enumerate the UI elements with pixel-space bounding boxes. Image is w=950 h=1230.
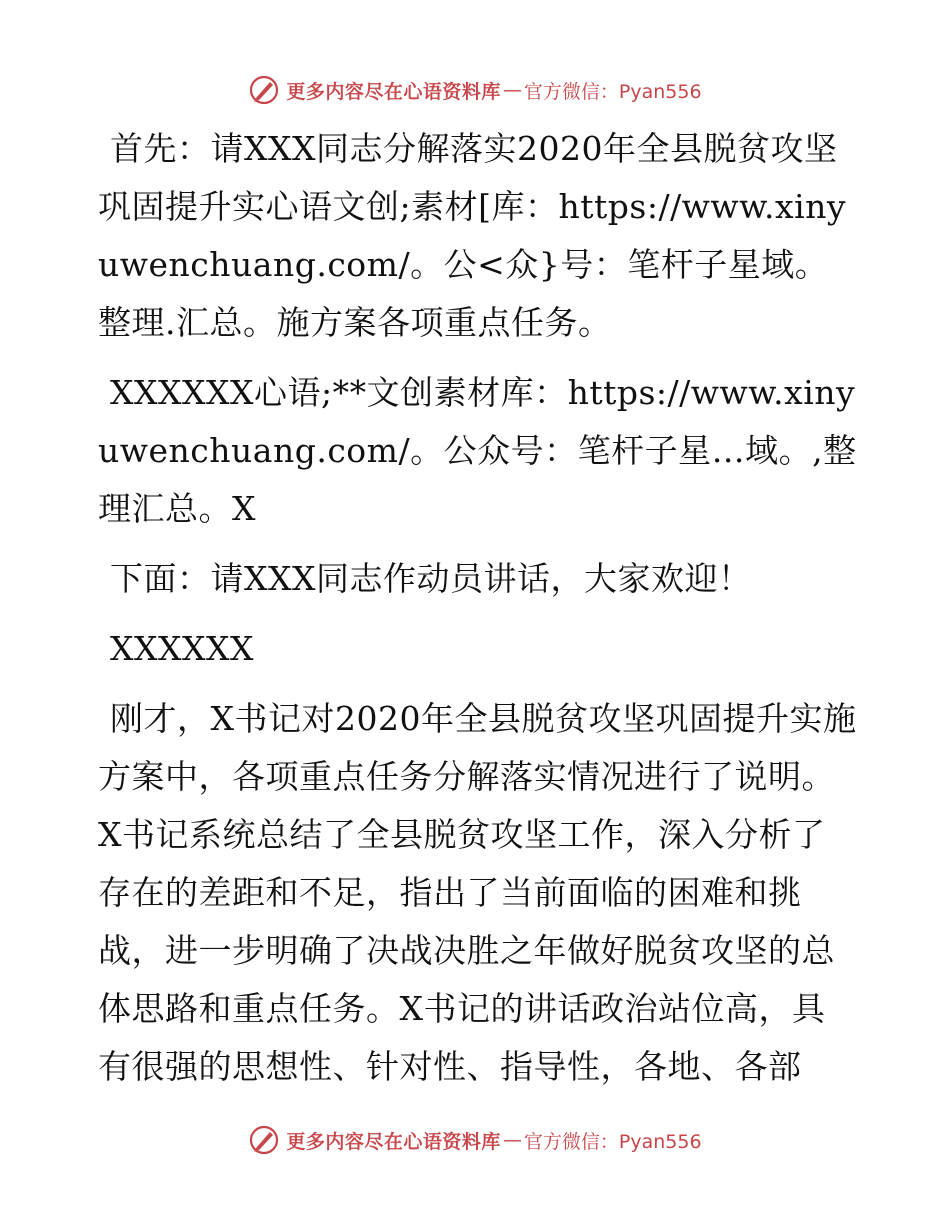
banner-wechat: 官方微信：Pyan556 [523, 80, 702, 103]
paragraph: XXXXXX心语;**文创素材库：https://www.xinyuwenchuang.com/。公众号：笔杆子星…域。,整理汇总。X [98, 373, 857, 528]
paragraph: XXXXXX [110, 629, 254, 668]
banner-title: 更多内容尽在心语资料库 [286, 80, 501, 103]
footer-watermark-banner [0, 1120, 950, 1160]
banner-separator: — [502, 79, 522, 101]
paragraph: 首先：请XXX同志分解落实2020年全县脱贫攻坚巩固提升实心语文创;素材[库：https://www.xinyuwenchuang.com/。公<众}号：笔杆子星域。整理.汇总。施方案各项重点任务。 [98, 129, 847, 342]
quill-pen-seal-icon [248, 74, 280, 106]
paragraph: 下面：请XXX同志作动员讲话，大家欢迎！ [110, 559, 752, 598]
header-watermark-banner [0, 70, 950, 110]
quill-pen-seal-icon [248, 1124, 280, 1156]
paragraph: 刚才，X书记对2020年全县脱贫攻坚巩固提升实施方案中，各项重点任务分解落实情况进行了说明。X书记系统总结了全县脱贫攻坚工作，深入分析了存在的差距和不足，指出了当前面临的困难和挑战，进一步明确了决战决胜之年做好脱贫攻坚的总体思路和重点任务。X书记的讲话政治站位高，具有很强的思想性、针对性、指导性，各地、各部 [98, 699, 857, 1086]
banner-title: 更多内容尽在心语资料库 [286, 1130, 501, 1153]
document-body [98, 120, 858, 1115]
banner-separator: — [502, 1129, 522, 1151]
banner-wechat: 官方微信：Pyan556 [523, 1130, 702, 1153]
